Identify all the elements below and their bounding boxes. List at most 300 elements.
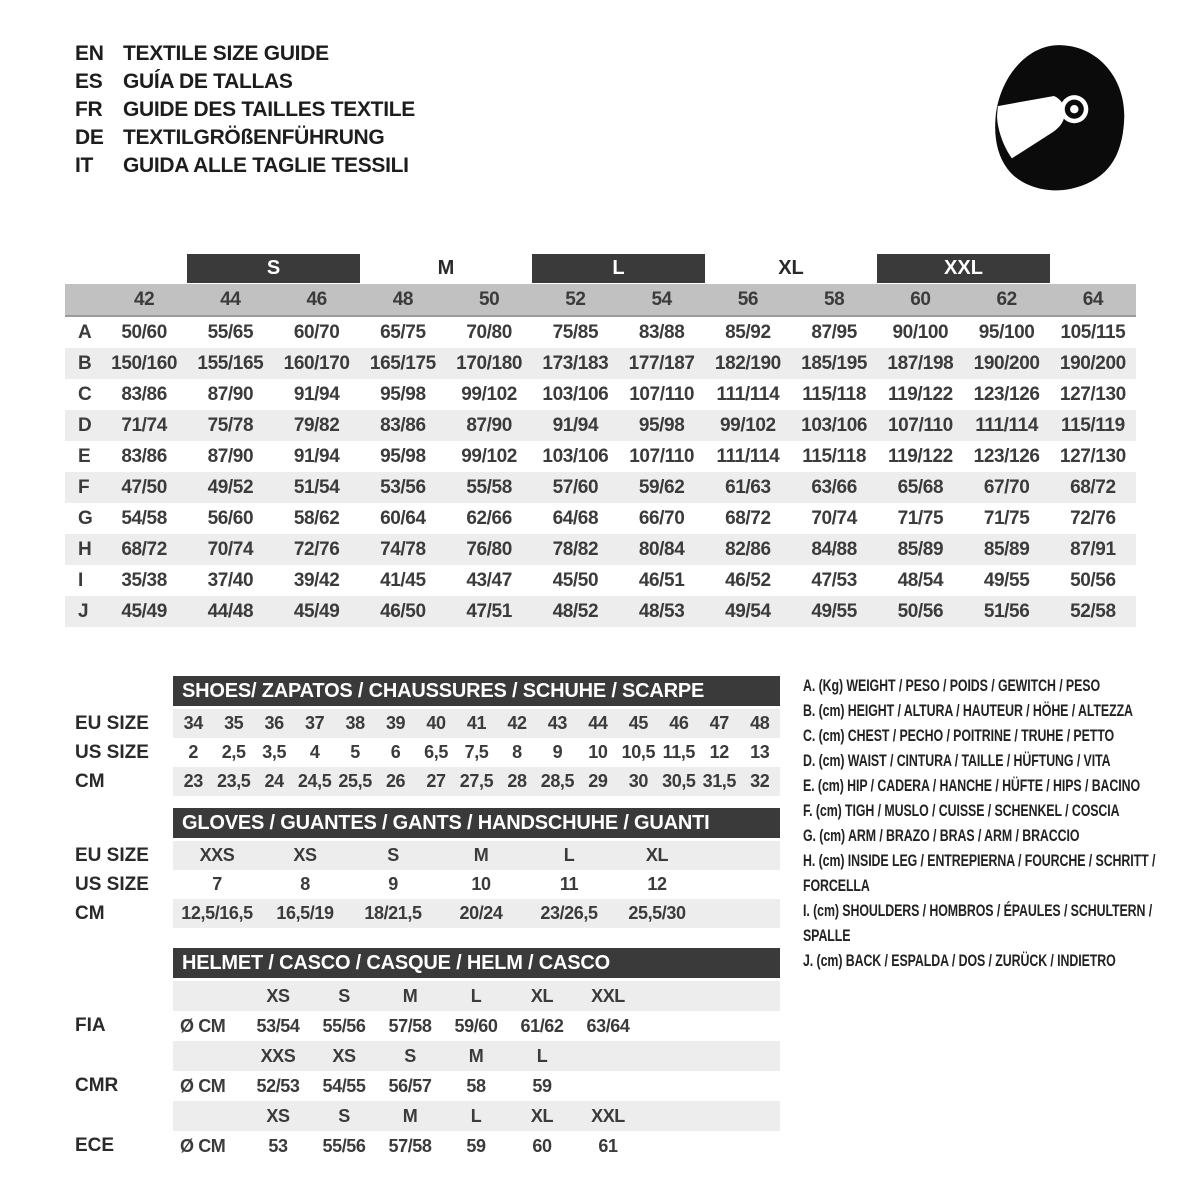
size-value: 47/50 <box>121 476 167 498</box>
legend-text: BACK / ESPALDA / DOS / ZURÜCK / INDIETRO <box>845 952 1116 970</box>
numeric-size: 46 <box>306 288 327 310</box>
row-label: US SIZE <box>75 873 149 895</box>
numeric-size: 52 <box>565 288 586 310</box>
size-value: XL <box>645 845 669 865</box>
size-value: 107/110 <box>629 445 695 467</box>
helmet-size-row <box>75 1041 780 1071</box>
size-value: 36 <box>264 713 284 733</box>
row-values <box>173 1011 780 1041</box>
legend-text: HIP / CADERA / HANCHE / HÜFTE / HIPS / BACINO <box>847 777 1141 795</box>
size-value: 115/118 <box>802 383 867 405</box>
helmet-size-value: 57/58 <box>388 1135 432 1156</box>
size-value: 7,5 <box>464 742 489 762</box>
row-label-spacer <box>75 981 173 1011</box>
size-value: XS <box>293 845 317 865</box>
size-group-xl: XL <box>778 257 804 279</box>
measurement-row-label: I <box>78 569 84 591</box>
helmet-size-label: XS <box>266 985 290 1006</box>
size-value: 29 <box>588 771 608 791</box>
size-value: 99/102 <box>461 445 517 467</box>
table-row <box>75 870 780 899</box>
helmet-size-row <box>75 1101 780 1131</box>
measurement-row-f <box>65 472 1136 503</box>
size-group-l: L <box>532 254 705 283</box>
row-label: EU SIZE <box>75 844 149 866</box>
helmet-value-row <box>75 1131 780 1161</box>
legend-text: HEIGHT / ALTURA / HAUTEUR / HÖHE / ALTEZZA <box>847 702 1133 720</box>
size-value: 91/94 <box>293 445 340 467</box>
size-value: 23,5 <box>216 771 251 791</box>
language-code: EN <box>75 42 104 65</box>
measurement-row-label: B <box>78 352 92 374</box>
numeric-size: 62 <box>996 288 1017 310</box>
language-title-row <box>75 96 415 124</box>
size-value: 71/74 <box>121 414 167 436</box>
row-values <box>173 981 780 1011</box>
textile-size-table <box>65 254 1136 627</box>
size-value: 18/21,5 <box>364 903 422 923</box>
row-label: CM <box>75 770 105 792</box>
helmet-size-value: 60 <box>532 1135 552 1156</box>
size-value: 70/80 <box>466 321 512 343</box>
size-value: 165/175 <box>369 352 436 374</box>
size-value: 25,5 <box>338 771 372 791</box>
helmet-size-value: 61/62 <box>520 1015 564 1036</box>
size-value: 57/60 <box>552 476 599 498</box>
numeric-size: 44 <box>220 288 241 310</box>
row-label-spacer <box>75 1041 173 1071</box>
helmet-value-row <box>75 1071 780 1101</box>
size-value: 26 <box>385 771 406 791</box>
legend-unit: (cm) <box>818 752 845 770</box>
size-value: 11,5 <box>662 742 696 762</box>
standard-label: CMR <box>75 1075 119 1096</box>
diameter-label: Ø CM <box>180 1015 226 1036</box>
legend-item-h <box>803 849 1172 899</box>
size-value: 95/98 <box>638 414 685 436</box>
size-value: 80/84 <box>638 538 685 560</box>
legend-unit: (cm) <box>817 777 844 795</box>
size-value: 155/165 <box>197 352 264 374</box>
legend-unit: (cm) <box>815 802 842 820</box>
size-value: 173/183 <box>542 352 609 374</box>
size-value: 74/78 <box>380 538 426 560</box>
size-value: 83/86 <box>121 445 167 467</box>
size-value: 37/40 <box>207 569 254 591</box>
size-value: 9 <box>388 874 398 894</box>
size-value: 190/200 <box>1059 352 1126 374</box>
size-value: 150/160 <box>111 352 178 374</box>
size-value: 67/70 <box>983 476 1030 498</box>
size-value: 49/55 <box>983 569 1030 591</box>
size-value: 49/55 <box>811 600 857 622</box>
size-value: 45/49 <box>293 600 340 622</box>
numeric-size: 48 <box>392 288 414 310</box>
row-values <box>173 1101 780 1131</box>
legend-unit: (cm) <box>818 702 845 720</box>
size-value: 160/170 <box>283 352 350 374</box>
numeric-size-row <box>65 284 1136 317</box>
size-value: S <box>387 845 399 865</box>
size-value: 85/92 <box>725 321 771 343</box>
legend-key: H. <box>803 852 816 870</box>
language-title-list <box>75 40 415 180</box>
size-value: 123/126 <box>973 445 1040 467</box>
legend-text: WAIST / CINTURA / TAILLE / HÜFTUNG / VITA <box>847 752 1111 770</box>
size-value: 2,5 <box>221 742 246 762</box>
size-value: 45 <box>628 713 648 733</box>
measurement-row-b <box>65 348 1136 379</box>
size-value: 39 <box>385 713 406 733</box>
helmet-table-title: HELMET / CASCO / CASQUE / HELM / CASCO <box>173 948 780 978</box>
row-values <box>173 1041 780 1071</box>
size-value: 55/58 <box>466 476 512 498</box>
size-value: 45/49 <box>121 600 167 622</box>
size-value: 2 <box>188 742 199 762</box>
size-value: 123/126 <box>973 383 1040 405</box>
language-title-row <box>75 152 415 180</box>
size-value: 46/50 <box>380 600 426 622</box>
numeric-size: 54 <box>651 288 672 310</box>
measurement-legend <box>803 674 1172 974</box>
size-value: 107/110 <box>629 383 695 405</box>
measurement-rows <box>65 317 1136 627</box>
numeric-size: 58 <box>823 288 845 310</box>
legend-item-i <box>803 899 1172 949</box>
size-value: 44/48 <box>207 600 254 622</box>
size-value: 24,5 <box>297 771 332 791</box>
legend-key: A. <box>803 677 816 695</box>
legend-key: E. <box>803 777 815 795</box>
legend-key: B. <box>803 702 816 720</box>
row-label: EU SIZE <box>75 712 149 734</box>
size-value: 84/88 <box>811 538 857 560</box>
size-value: 20/24 <box>459 903 503 923</box>
size-value: 119/122 <box>887 383 953 405</box>
size-value: 46 <box>669 713 689 733</box>
size-value: 27 <box>426 771 446 791</box>
diameter-label: Ø CM <box>180 1075 226 1096</box>
language-title-row <box>75 68 415 96</box>
measurement-row-label: J <box>78 600 89 622</box>
helmet-size-label: XXL <box>591 1105 625 1126</box>
helmet-size-value: 58 <box>466 1075 486 1096</box>
size-value: 12,5/16,5 <box>181 903 253 923</box>
size-value: 46/52 <box>725 569 771 591</box>
size-value: 31,5 <box>702 771 737 791</box>
helmet-size-value: 63/64 <box>586 1015 630 1036</box>
measurement-row-label: G <box>78 507 93 529</box>
size-value: 66/70 <box>638 507 685 529</box>
size-value: 5 <box>350 742 360 762</box>
helmet-size-value: 53 <box>268 1135 288 1156</box>
size-value: L <box>563 845 575 865</box>
legend-key: J. <box>803 952 814 970</box>
helmet-size-value: 53/54 <box>256 1015 300 1036</box>
size-value: 82/86 <box>725 538 771 560</box>
legend-key: I. <box>803 902 810 920</box>
size-value: 43/47 <box>466 569 512 591</box>
table-row <box>75 841 780 870</box>
size-value: 87/90 <box>207 445 254 467</box>
size-value: 34 <box>183 713 203 733</box>
size-value: 46/51 <box>638 569 685 591</box>
size-value: 52/58 <box>1070 600 1116 622</box>
size-value: 3,5 <box>262 742 287 762</box>
size-value: 12 <box>647 874 667 894</box>
size-value: 65/75 <box>380 321 426 343</box>
row-values <box>173 1131 780 1161</box>
size-value: 40 <box>426 713 446 733</box>
measurement-row-label: H <box>78 538 92 560</box>
helmet-size-value: 55/56 <box>322 1135 366 1156</box>
legend-text: CHEST / PECHO / POITRINE / TRUHE / PETTO <box>847 727 1115 745</box>
size-value: 103/106 <box>801 414 868 436</box>
size-value: 79/82 <box>293 414 340 436</box>
size-value: 30 <box>628 771 648 791</box>
helmet-size-label: M <box>402 1105 418 1126</box>
diameter-spacer <box>173 981 245 1011</box>
row-label: CM <box>75 902 105 924</box>
diameter-label: Ø CM <box>180 1135 226 1156</box>
size-value: 111/114 <box>716 445 780 467</box>
size-value: 87/91 <box>1070 538 1116 560</box>
size-value: 48/53 <box>638 600 685 622</box>
legend-item-j <box>803 949 1172 974</box>
helmet-size-label: XXL <box>591 985 625 1006</box>
size-value: 47/53 <box>811 569 857 591</box>
helmet-size-label: L <box>470 985 482 1006</box>
size-value: 8 <box>300 874 310 894</box>
size-value: 13 <box>750 742 770 762</box>
helmet-size-value: 55/56 <box>322 1015 366 1036</box>
size-value: 170/180 <box>456 352 523 374</box>
helmet-size-label: XS <box>266 1105 290 1126</box>
legend-unit: (cm) <box>819 827 846 845</box>
numeric-size: 64 <box>1082 288 1104 310</box>
measurement-row-h <box>65 534 1136 565</box>
size-value: 103/106 <box>542 445 609 467</box>
legend-unit: (cm) <box>813 902 839 920</box>
size-value: 107/110 <box>887 414 953 436</box>
legend-text: WEIGHT / PESO / POIDS / GEWITCH / PESO <box>846 677 1101 695</box>
size-value: 72/76 <box>293 538 340 560</box>
helmet-size-value: 59 <box>532 1075 552 1096</box>
size-value: 27,5 <box>459 771 494 791</box>
size-value: 72/76 <box>1070 507 1116 529</box>
language-code: DE <box>75 126 104 149</box>
size-value: 177/187 <box>628 352 695 374</box>
size-value: 28,5 <box>540 771 575 791</box>
legend-text: SHOULDERS / HOMBROS / ÉPAULES / SCHULTERN / SPALLE <box>803 902 1153 945</box>
size-value: 7 <box>212 874 222 894</box>
size-value: 9 <box>552 742 563 762</box>
size-value: 53/56 <box>380 476 426 498</box>
measurement-row-e <box>65 441 1136 472</box>
numeric-size: 50 <box>478 288 500 310</box>
helmet-size-label: XXS <box>260 1045 296 1066</box>
helmet-size-label: M <box>468 1045 484 1066</box>
size-value: 12 <box>709 742 729 762</box>
helmet-size-label: S <box>404 1045 416 1066</box>
helmet-size-value: 54/55 <box>322 1075 366 1096</box>
size-value: 75/85 <box>552 321 599 343</box>
helmet-size-label: XL <box>530 985 554 1006</box>
size-value: 44 <box>588 713 608 733</box>
measurement-row-label: F <box>78 476 90 498</box>
legend-text: TIGH / MUSLO / CUISSE / SCHENKEL / COSCIA <box>845 802 1120 820</box>
size-value: 105/115 <box>1060 321 1126 343</box>
legend-item-a <box>803 674 1172 699</box>
legend-key: F. <box>803 802 813 820</box>
row-values <box>173 841 780 870</box>
size-value: 56/60 <box>207 507 254 529</box>
helmet-table <box>75 948 780 1161</box>
size-value: 6,5 <box>424 742 448 762</box>
size-value: 8 <box>512 742 522 762</box>
size-value: 10 <box>471 874 491 894</box>
row-values <box>173 870 780 899</box>
size-value: 60/70 <box>293 321 340 343</box>
legend-text: ARM / BRAZO / BRAS / ARM / BRACCIO <box>848 827 1080 845</box>
size-value: 90/100 <box>892 321 949 343</box>
size-value: 187/198 <box>887 352 954 374</box>
measurement-row-label: A <box>78 321 92 343</box>
size-value: 25,5/30 <box>628 903 686 923</box>
size-value: 50/56 <box>1070 569 1116 591</box>
size-value: 190/200 <box>973 352 1040 374</box>
size-value: 87/90 <box>207 383 254 405</box>
size-value: 83/86 <box>380 414 426 436</box>
shoes-table-title: SHOES/ ZAPATOS / CHAUSSURES / SCHUHE / SCARPE <box>173 676 780 706</box>
helmet-size-label: L <box>470 1105 482 1126</box>
size-value: 47 <box>709 713 729 733</box>
size-value: 127/130 <box>1059 445 1126 467</box>
numeric-size: 42 <box>133 288 155 310</box>
size-value: 115/119 <box>1060 414 1125 436</box>
size-value: 87/95 <box>811 321 857 343</box>
language-code: IT <box>75 154 94 177</box>
size-value: 71/75 <box>897 507 944 529</box>
language-code: FR <box>75 98 103 121</box>
measurement-row-g <box>65 503 1136 534</box>
size-value: 62/66 <box>466 507 512 529</box>
row-label: US SIZE <box>75 741 149 763</box>
language-code: ES <box>75 70 103 93</box>
numeric-size: 60 <box>910 288 931 310</box>
size-value: 95/98 <box>380 445 426 467</box>
size-value: 182/190 <box>714 352 781 374</box>
numeric-size: 56 <box>737 288 759 310</box>
size-value: 65/68 <box>897 476 944 498</box>
diameter-spacer <box>173 1101 245 1131</box>
size-group-m: M <box>437 257 455 279</box>
size-value: 127/130 <box>1059 383 1126 405</box>
row-values <box>173 767 780 796</box>
size-value: 37 <box>305 713 325 733</box>
size-value: 49/54 <box>725 600 771 622</box>
size-value: 91/94 <box>293 383 340 405</box>
standard-label: FIA <box>75 1015 106 1036</box>
legend-key: G. <box>803 827 816 845</box>
size-value: 48 <box>750 713 770 733</box>
size-value: 54/58 <box>121 507 167 529</box>
size-value: 49/52 <box>207 476 254 498</box>
size-group-xxl: XXL <box>877 254 1050 283</box>
measurement-row-a <box>65 317 1136 348</box>
measurement-row-i <box>65 565 1136 596</box>
size-value: 50/60 <box>121 321 167 343</box>
table-row <box>75 738 780 767</box>
table-row <box>75 767 780 796</box>
size-value: 83/88 <box>638 321 685 343</box>
helmet-size-label: S <box>338 1105 350 1126</box>
measurement-row-label: D <box>78 414 92 436</box>
size-value: 6 <box>390 742 401 762</box>
size-value: 70/74 <box>811 507 857 529</box>
size-value: 43 <box>547 713 568 733</box>
guide-title: GUIDE DES TAILLES TEXTILE <box>123 98 415 121</box>
size-group-s: S <box>187 254 360 283</box>
size-value: 95/98 <box>380 383 426 405</box>
size-value: 60/64 <box>380 507 426 529</box>
helmet-size-value: 56/57 <box>388 1075 432 1096</box>
standard-label: ECE <box>75 1135 115 1156</box>
size-value: 68/72 <box>725 507 771 529</box>
size-value: 4 <box>309 742 320 762</box>
size-value: 91/94 <box>552 414 599 436</box>
size-value: 45/50 <box>552 569 599 591</box>
size-value: 63/66 <box>811 476 857 498</box>
size-value: 87/90 <box>466 414 512 436</box>
helmet-size-label: S <box>338 985 350 1006</box>
table-row <box>75 709 780 738</box>
legend-key: C. <box>803 727 816 745</box>
size-value: 23/26,5 <box>540 903 598 923</box>
table-row <box>75 899 780 928</box>
helmet-size-label: L <box>536 1045 548 1066</box>
row-values <box>173 1071 780 1101</box>
shoes-table <box>75 676 780 796</box>
helmet-value-row <box>75 1011 780 1041</box>
size-value: 76/80 <box>466 538 512 560</box>
size-value: 61/63 <box>725 476 771 498</box>
row-label-spacer <box>75 1101 173 1131</box>
size-value: 85/89 <box>983 538 1030 560</box>
helmet-size-value: 61 <box>598 1135 618 1156</box>
size-value: 71/75 <box>983 507 1030 529</box>
size-value: XXS <box>199 845 235 865</box>
size-value: 35/38 <box>121 569 167 591</box>
size-value: 99/102 <box>461 383 517 405</box>
helmet-size-value: 59 <box>466 1135 486 1156</box>
size-value: 85/89 <box>897 538 944 560</box>
legend-item-b <box>803 699 1172 724</box>
legend-unit: (cm) <box>816 952 843 970</box>
size-value: 50/56 <box>897 600 944 622</box>
measurement-row-d <box>65 410 1136 441</box>
size-value: 64/68 <box>552 507 599 529</box>
legend-item-d <box>803 749 1172 774</box>
size-value: 115/118 <box>802 445 867 467</box>
size-value: 95/100 <box>978 321 1035 343</box>
size-value: 47/51 <box>466 600 512 622</box>
numeric-band-spacer <box>65 284 101 315</box>
helmet-size-label: XS <box>332 1045 356 1066</box>
size-value: 59/62 <box>638 476 685 498</box>
gloves-table-title: GLOVES / GUANTES / GANTS / HANDSCHUHE / GUANTI <box>173 808 780 838</box>
diameter-spacer <box>173 1041 245 1071</box>
